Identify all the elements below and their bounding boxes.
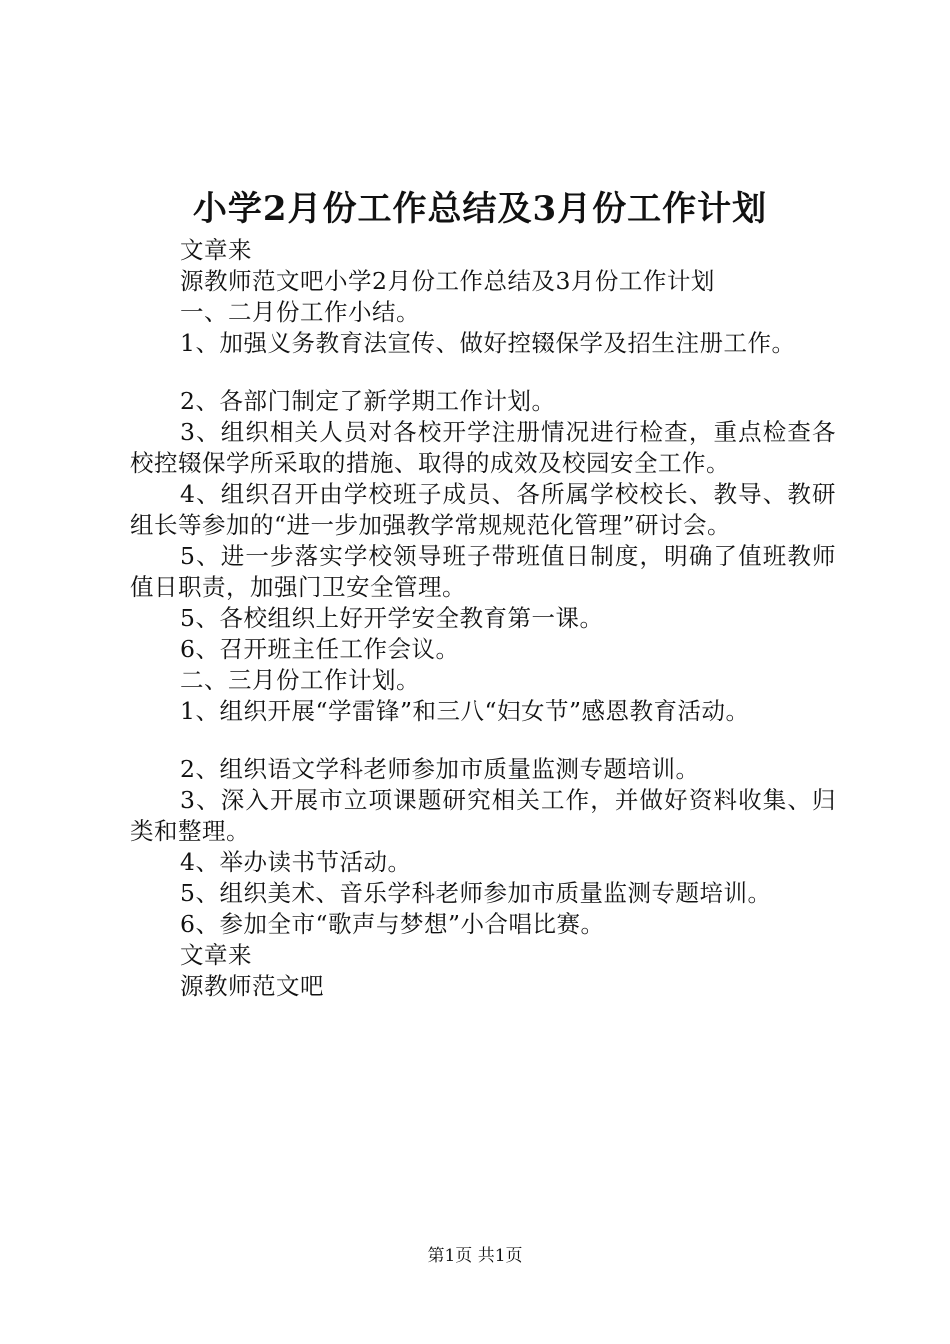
section-heading-march: 二、三月份工作计划。 [180, 666, 420, 694]
feb-item-7: 6、召开班主任工作会议。 [180, 635, 460, 663]
feb-item-2: 2、各部门制定了新学期工作计划。 [180, 387, 556, 415]
feb-item-3: 3、组织相关人员对各校开学注册情况进行检查，重点检查各校控辍保学所采取的措施、取得的成效及校园安全工作。 [130, 418, 836, 477]
feb-item-6: 5、各校组织上好开学安全教育第一课。 [180, 604, 604, 632]
feb-item-4: 4、组织召开由学校班子成员、各所属学校校长、教导、教研组长等参加的“进一步加强教学常规规范化管理”研讨会。 [130, 480, 836, 539]
document-title: 小学2月份工作总结及3月份工作计划 [192, 189, 768, 229]
source-note-line-2: 源教师范文吧小学2月份工作总结及3月份工作计划 [180, 267, 715, 295]
feb-item-5: 5、进一步落实学校领导班子带班值日制度，明确了值班教师值日职责，加强门卫安全管理。 [130, 542, 836, 601]
mar-item-2: 2、组织语文学科老师参加市质量监测专题培训。 [180, 755, 700, 783]
section-heading-february: 一、二月份工作小结。 [180, 298, 420, 326]
source-note-line-3: 文章来 [180, 941, 252, 969]
blank-line [130, 727, 836, 754]
mar-item-5: 5、组织美术、音乐学科老师参加市质量监测专题培训。 [180, 879, 772, 907]
feb-item-1: 1、加强义务教育法宣传、做好控辍保学及招生注册工作。 [180, 329, 796, 357]
page-number-footer: 第1页 共1页 [427, 1246, 523, 1266]
mar-item-6: 6、参加全市“歌声与梦想”小合唱比赛。 [180, 910, 605, 938]
mar-item-3: 3、深入开展市立项课题研究相关工作，并做好资料收集、归类和整理。 [130, 786, 836, 845]
document-body [130, 235, 836, 1002]
source-note-line-1: 文章来 [180, 236, 252, 264]
mar-item-1: 1、组织开展“学雷锋”和三八“妇女节”感恩教育活动。 [180, 697, 750, 725]
blank-line [130, 359, 836, 386]
mar-item-4: 4、举办读书节活动。 [180, 848, 412, 876]
source-note-line-4: 源教师范文吧 [180, 972, 324, 1000]
